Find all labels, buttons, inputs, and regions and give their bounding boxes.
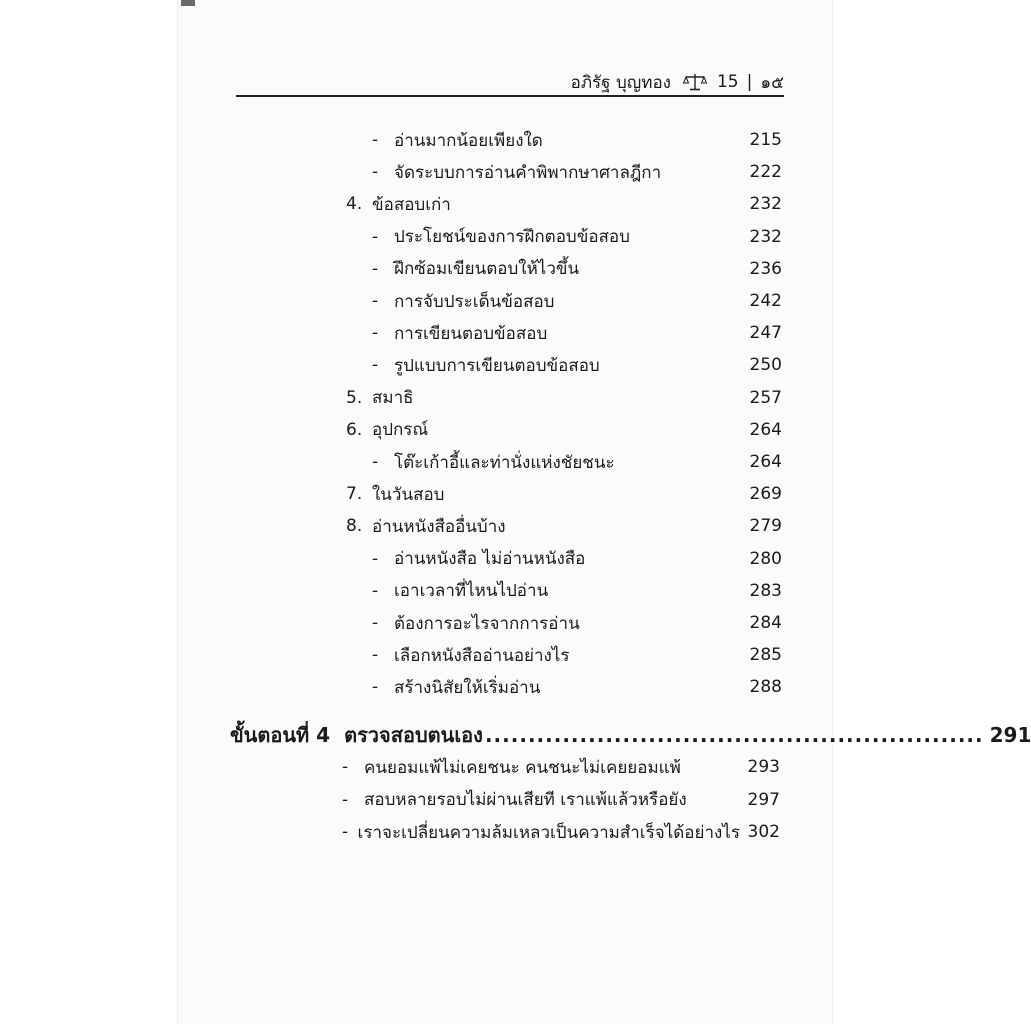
chapter-dot-leader: ..........................................................	[484, 723, 984, 747]
header-page-arabic: 15	[716, 72, 739, 92]
toc-entry	[346, 415, 782, 445]
toc-entry-page-number: 302	[747, 822, 780, 842]
toc-entry-marker: 8.	[346, 516, 363, 537]
scan-mark	[181, 0, 195, 6]
toc-entry-marker: -	[372, 258, 379, 279]
toc-entry-title: อุปกรณ์	[372, 420, 429, 441]
toc-entry-title: เอาเวลาที่ไหนไปอ่าน	[394, 581, 549, 602]
toc-entry	[372, 286, 782, 316]
toc-entry-page-number: 247	[749, 323, 782, 344]
toc-entry-title: ประโยชน์ของการฝึกตอบข้อสอบ	[394, 227, 630, 248]
toc-entry-marker: -	[372, 613, 379, 633]
chapter-title: ตรวจสอบตนเอง	[344, 723, 483, 747]
toc-entry-marker: -	[372, 580, 379, 601]
toc-entry-marker: -	[372, 226, 379, 247]
toc-entry	[372, 672, 782, 702]
chapter-label: ขั้นตอนที่ 4	[230, 723, 331, 747]
toc-entry	[372, 222, 782, 252]
toc-entry-title: อ่านหนังสือ ไม่อ่านหนังสือ	[394, 549, 586, 570]
toc-entry	[372, 608, 782, 638]
toc-entry-page-number: 242	[749, 291, 782, 311]
toc-entry	[346, 189, 782, 219]
scales-of-justice-icon	[683, 73, 707, 91]
toc-entry	[372, 576, 782, 606]
toc-entry	[342, 752, 780, 782]
toc-entry-marker: -	[372, 130, 379, 150]
toc-entry	[372, 157, 782, 187]
toc-entry-page-number: 222	[749, 162, 782, 183]
toc-entry-page-number: 269	[749, 484, 782, 505]
toc-entry-marker: 6.	[346, 419, 363, 440]
toc-entry-page-number: 279	[749, 516, 782, 537]
toc-entry-page-number: 280	[749, 548, 782, 569]
running-header	[238, 70, 784, 94]
toc-entry-title: อ่านมากน้อยเพียงใด	[394, 130, 543, 151]
toc-entry-title: ในวันสอบ	[372, 484, 445, 505]
toc-entry-page-number: 284	[749, 613, 782, 633]
toc-entry	[372, 447, 782, 477]
toc-entry-title: สร้างนิสัยให้เริ่มอ่าน	[394, 677, 541, 698]
toc-entry-page-number: 232	[749, 194, 782, 215]
toc-entry	[372, 254, 782, 284]
toc-entry-marker: -	[342, 789, 349, 810]
toc-entry-title: คนยอมแพ้ไม่เคยชนะ คนชนะไม่เคยยอมแพ้	[364, 757, 681, 778]
toc-entry-title: จัดระบบการอ่านคำพิพากษาศาลฎีกา	[394, 162, 662, 183]
toc-entry	[346, 479, 782, 509]
toc-entry-page-number: 232	[749, 226, 782, 247]
toc-entry-marker: 5.	[346, 387, 363, 408]
toc-entry-marker: -	[372, 677, 379, 698]
toc-entry-title: ต้องการอะไรจากการอ่าน	[394, 613, 580, 634]
toc-entry-marker: -	[372, 291, 379, 311]
toc-entry-marker: -	[372, 452, 379, 472]
toc-entry-marker: -	[372, 548, 379, 569]
toc-entry-marker: 7.	[346, 484, 363, 505]
header-page-thai: ๑๕	[760, 72, 784, 93]
toc-entry-marker: 4.	[346, 194, 363, 215]
header-separator: |	[746, 72, 753, 92]
toc-entry	[372, 125, 782, 155]
toc-entry-title: ฝึกซ้อมเขียนตอบให้ไวขึ้น	[394, 259, 580, 280]
toc-entry-marker: -	[372, 645, 379, 666]
toc-entry-title: การจับประเด็นข้อสอบ	[394, 291, 555, 312]
toc-entry-page-number: 283	[749, 580, 782, 601]
toc-entry-page-number: 257	[749, 387, 782, 408]
toc-entry	[372, 318, 782, 348]
toc-entry-page-number: 288	[749, 677, 782, 698]
toc-entry-page-number: 236	[749, 258, 782, 279]
toc-entry-marker: -	[372, 355, 379, 376]
chapter-heading	[230, 719, 1031, 751]
toc-entry-title: อ่านหนังสืออื่นบ้าง	[372, 516, 506, 537]
toc-entry	[346, 511, 782, 541]
toc-entry-title: ข้อสอบเก่า	[372, 194, 451, 215]
toc-entry-marker: -	[342, 757, 349, 777]
toc-entry-page-number: 250	[749, 355, 782, 376]
chapter-page-number: 291	[989, 723, 1031, 747]
toc-entry-title: สอบหลายรอบไม่ผ่านเสียที เราแพ้แล้วหรือยัง	[364, 790, 687, 810]
toc-entry-marker: -	[342, 822, 349, 842]
toc-entry-page-number: 264	[749, 419, 782, 440]
toc-entry-marker: -	[372, 162, 379, 183]
toc-entry-title: โต๊ะเก้าอี้และท่านั่งแห่งชัยชนะ	[394, 452, 615, 473]
toc-entry	[372, 350, 782, 380]
toc-entry-page-number: 297	[747, 789, 780, 810]
toc-entry-title: สมาธิ	[372, 388, 414, 409]
toc-entry-title: รูปแบบการเขียนตอบข้อสอบ	[394, 355, 600, 376]
toc-entry	[342, 785, 780, 815]
toc-entry	[372, 640, 782, 670]
toc-entry-page-number: 285	[749, 645, 782, 666]
toc-entry	[346, 383, 782, 413]
toc-entry-title: เราจะเปลี่ยนความล้มเหลวเป็นความสำเร็จได้อย่างไร	[357, 822, 740, 843]
toc-entry-page-number: 215	[749, 130, 782, 150]
toc-entry-title: การเขียนตอบข้อสอบ	[394, 323, 548, 344]
toc-entry-title: เลือกหนังสืออ่านอย่างไร	[394, 645, 570, 666]
header-rule	[236, 95, 784, 97]
toc-entry-page-number: 293	[747, 757, 780, 777]
toc-entry	[372, 544, 782, 574]
toc-entry-page-number: 264	[749, 452, 782, 472]
header-author: อภิรัฐ บุญทอง	[570, 72, 671, 93]
toc-entry	[342, 817, 780, 847]
toc-entry-marker: -	[372, 323, 379, 344]
